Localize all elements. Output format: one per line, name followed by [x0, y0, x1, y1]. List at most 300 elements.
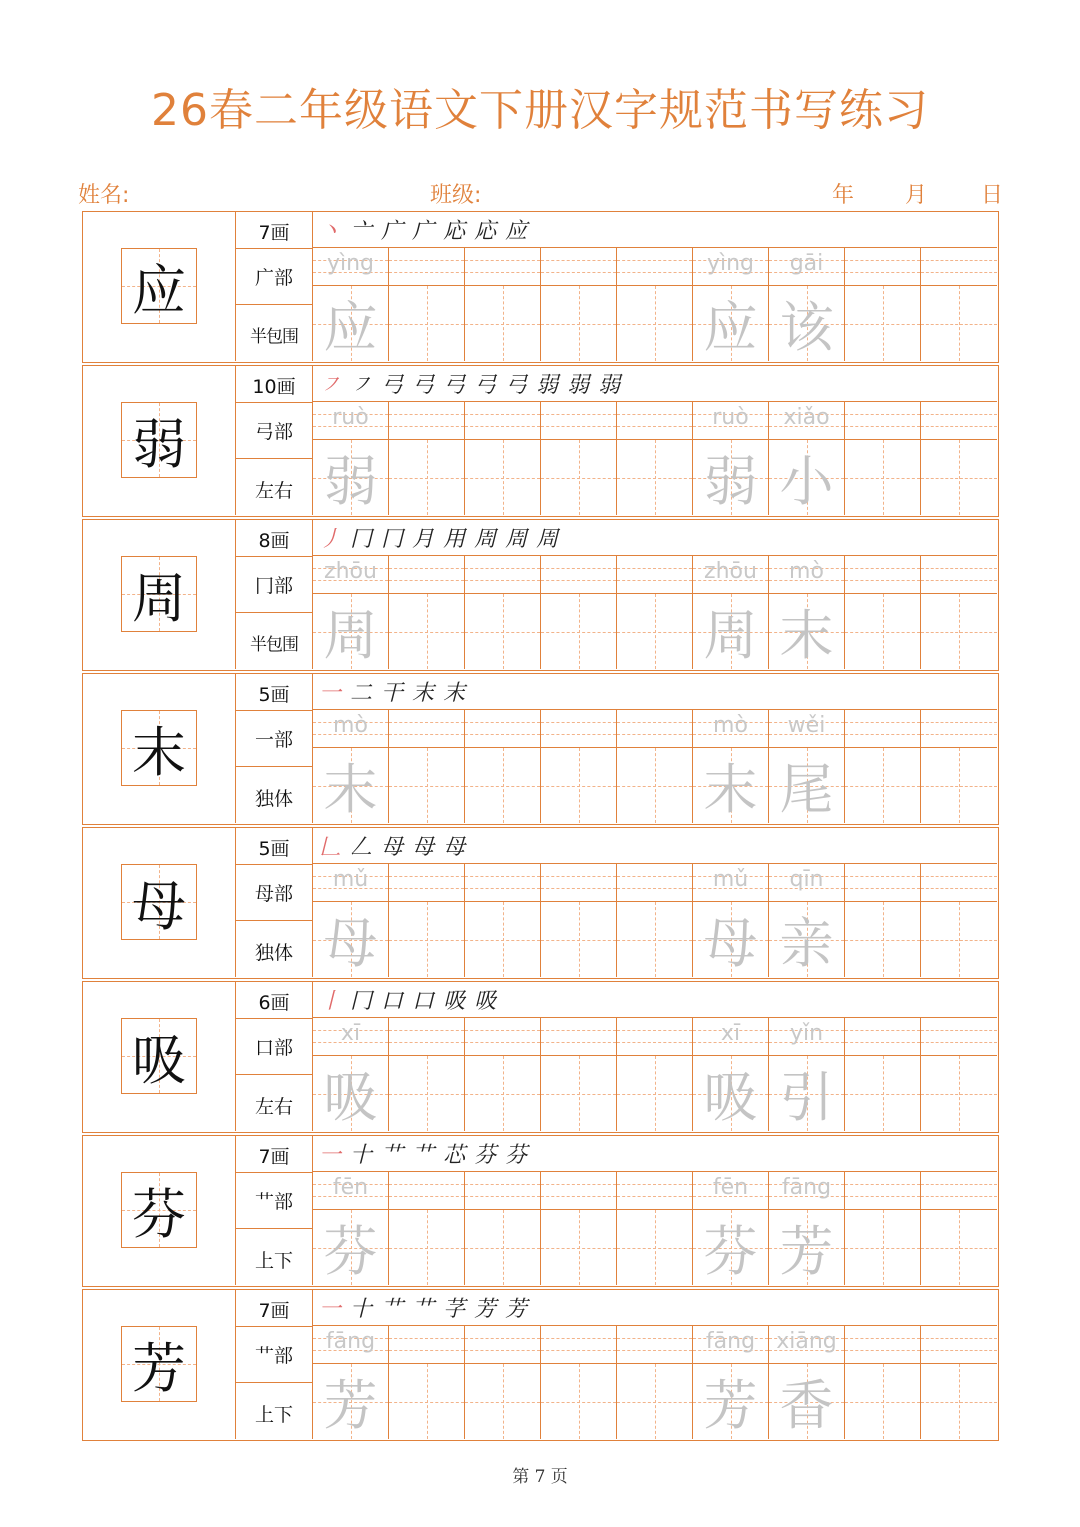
- stroke-step: 艹: [381, 1297, 404, 1322]
- pinyin-lines: [617, 710, 692, 748]
- practice-cell[interactable]: [921, 402, 997, 515]
- trace-character: [845, 748, 920, 823]
- character-info: [236, 982, 313, 1131]
- year-label: 年: [832, 183, 855, 208]
- guide-line: [617, 888, 692, 889]
- practice-cell[interactable]: [617, 1326, 693, 1439]
- tian-grid-box: [921, 748, 997, 823]
- guide-line: [845, 1196, 920, 1197]
- pinyin-lines: [921, 1326, 997, 1364]
- guide-line: [845, 568, 920, 569]
- tian-grid-box: [541, 286, 616, 361]
- trace-character: [465, 594, 540, 669]
- trace-character: 芳: [703, 1374, 758, 1437]
- stroke-step: 母: [381, 835, 404, 860]
- guide-line: [617, 1042, 692, 1043]
- trace-character: 母: [703, 912, 758, 975]
- stroke-step: 弓: [381, 373, 404, 398]
- tian-grid-box: [465, 1056, 540, 1131]
- stroke-count: 8画: [236, 524, 312, 557]
- guide-line: [465, 426, 540, 427]
- guide-line: [617, 734, 692, 735]
- stroke-step: 应: [505, 219, 528, 244]
- tian-grid-box: [313, 902, 388, 977]
- month-label: 月: [905, 183, 928, 208]
- stroke-step: 用: [443, 527, 466, 552]
- pinyin-lines: [541, 1018, 616, 1056]
- tian-grid-box: [313, 1056, 388, 1131]
- practice-cell[interactable]: [921, 710, 997, 823]
- trace-character: [389, 902, 464, 977]
- practice-cell[interactable]: [769, 864, 845, 977]
- trace-character: [921, 1364, 997, 1439]
- guide-line: [541, 1030, 616, 1031]
- stroke-step: 一: [319, 1143, 342, 1168]
- trace-character: 香: [779, 1374, 834, 1437]
- trace-character: [617, 1210, 692, 1285]
- tian-grid-box: [617, 440, 692, 515]
- guide-line: [921, 876, 997, 877]
- trace-character: 芬: [703, 1220, 758, 1283]
- practice-cell[interactable]: [541, 1018, 617, 1131]
- trace-character: [921, 1210, 997, 1285]
- trace-character: [389, 1210, 464, 1285]
- guide-line: [389, 272, 464, 273]
- tian-grid-box: [845, 594, 920, 669]
- stroke-step: 广: [381, 219, 404, 244]
- practice-cell[interactable]: [313, 1018, 389, 1131]
- trace-character: [541, 902, 616, 977]
- pinyin-text: xī: [720, 1021, 741, 1046]
- practice-cell[interactable]: [465, 864, 541, 977]
- practice-cell[interactable]: [617, 864, 693, 977]
- practice-cell[interactable]: [769, 710, 845, 823]
- trace-character: [389, 1364, 464, 1439]
- trace-character: 周: [703, 604, 758, 667]
- practice-cell[interactable]: [693, 1326, 769, 1439]
- practice-cell[interactable]: [617, 710, 693, 823]
- trace-character: 周: [323, 604, 378, 667]
- pinyin-lines: [313, 556, 388, 594]
- trace-character: [541, 748, 616, 823]
- practice-cell[interactable]: [389, 556, 465, 669]
- practice-cell[interactable]: [693, 1018, 769, 1131]
- stroke-step: 周: [474, 527, 497, 552]
- tian-grid-box: [389, 1364, 464, 1439]
- practice-cell[interactable]: [845, 864, 921, 977]
- pinyin-lines: [769, 1326, 844, 1364]
- pinyin-lines: [465, 1326, 540, 1364]
- character-info: [236, 1136, 313, 1285]
- stroke-step: 𠃋: [350, 835, 373, 860]
- guide-line: [617, 1350, 692, 1351]
- trace-character: [541, 1210, 616, 1285]
- tian-grid-box: [465, 594, 540, 669]
- guide-line: [465, 876, 540, 877]
- practice-cell[interactable]: [313, 864, 389, 977]
- tian-grid-box: [617, 594, 692, 669]
- practice-cell[interactable]: [617, 402, 693, 515]
- tian-grid-box: [845, 1210, 920, 1285]
- guide-line: [465, 414, 540, 415]
- practice-cell[interactable]: [541, 1172, 617, 1285]
- tian-grid-box: [541, 748, 616, 823]
- pinyin-lines: [845, 1172, 920, 1210]
- pinyin-lines: [313, 710, 388, 748]
- practice-cell[interactable]: [921, 1172, 997, 1285]
- stroke-step: 十: [350, 1143, 373, 1168]
- structure: 半包围: [250, 327, 298, 347]
- practice-cell[interactable]: [313, 556, 389, 669]
- practice-cell[interactable]: [921, 1326, 997, 1439]
- guide-line: [921, 1350, 997, 1351]
- pinyin-lines: [313, 248, 388, 286]
- tian-grid-box: [693, 286, 768, 361]
- pinyin-text: mǔ: [712, 867, 749, 892]
- practice-cell[interactable]: [541, 1326, 617, 1439]
- character-info: [236, 520, 313, 669]
- model-character-box: [121, 402, 197, 478]
- practice-cell[interactable]: [921, 556, 997, 669]
- guide-line: [921, 1196, 997, 1197]
- pinyin-text: xiāng: [776, 1329, 837, 1354]
- tian-grid-box: [541, 1210, 616, 1285]
- tian-grid-box: [313, 286, 388, 361]
- tian-grid-box: [769, 440, 844, 515]
- practice-grid: [313, 864, 997, 977]
- stroke-step: 弓: [474, 373, 497, 398]
- practice-cell[interactable]: [389, 1172, 465, 1285]
- practice-cell[interactable]: [541, 556, 617, 669]
- structure: 左右: [254, 1096, 293, 1118]
- stroke-step: 周: [536, 527, 559, 552]
- stroke-step: 芳: [474, 1297, 497, 1322]
- practice-cell[interactable]: [769, 1326, 845, 1439]
- guide-line: [541, 722, 616, 723]
- model-character: 吸: [132, 1028, 186, 1092]
- tian-grid-box: [465, 902, 540, 977]
- practice-cell[interactable]: [769, 1018, 845, 1131]
- stroke-step: 応: [474, 219, 497, 244]
- tian-grid-box: [921, 286, 997, 361]
- guide-line: [541, 414, 616, 415]
- practice-cell[interactable]: [693, 248, 769, 361]
- pinyin-lines: [541, 710, 616, 748]
- trace-character: [845, 1210, 920, 1285]
- model-character-cell: [83, 520, 236, 669]
- pinyin-text: zhōu: [324, 559, 377, 584]
- model-character-box: [121, 1172, 197, 1248]
- pinyin-text: yǐn: [789, 1021, 824, 1046]
- tian-grid-box: [921, 1210, 997, 1285]
- trace-character: [541, 1056, 616, 1131]
- pinyin-text: zhōu: [704, 559, 757, 584]
- pinyin-lines: [693, 1018, 768, 1056]
- pinyin-lines: [541, 1326, 616, 1364]
- tian-grid-box: [693, 1364, 768, 1439]
- practice-cell[interactable]: [693, 864, 769, 977]
- pinyin-lines: [313, 402, 388, 440]
- practice-cell[interactable]: [845, 710, 921, 823]
- pinyin-lines: [617, 1172, 692, 1210]
- guide-line: [921, 414, 997, 415]
- model-character-box: [121, 556, 197, 632]
- practice-cell[interactable]: [845, 1172, 921, 1285]
- practice-cell[interactable]: [693, 402, 769, 515]
- practice-cell[interactable]: [617, 1172, 693, 1285]
- radical: 母部: [236, 864, 312, 921]
- model-character-cell: [83, 674, 236, 823]
- radical: 艹部: [236, 1326, 312, 1383]
- trace-character: [465, 1364, 540, 1439]
- practice-cell[interactable]: [921, 1018, 997, 1131]
- practice-cell[interactable]: [465, 1018, 541, 1131]
- trace-character: [845, 594, 920, 669]
- tian-grid-box: [313, 440, 388, 515]
- pinyin-lines: [389, 248, 464, 286]
- guide-line: [617, 414, 692, 415]
- guide-line: [845, 734, 920, 735]
- practice-cell[interactable]: [389, 402, 465, 515]
- practice-cell[interactable]: [845, 1326, 921, 1439]
- guide-line: [541, 1338, 616, 1339]
- guide-line: [389, 1196, 464, 1197]
- tian-grid-box: [845, 440, 920, 515]
- practice-cell[interactable]: [921, 864, 997, 977]
- practice-cell[interactable]: [693, 1172, 769, 1285]
- trace-character: 引: [779, 1066, 834, 1129]
- tian-grid-box: [769, 286, 844, 361]
- tian-grid-box: [921, 1364, 997, 1439]
- practice-cell[interactable]: [313, 710, 389, 823]
- tian-grid-box: [693, 440, 768, 515]
- guide-line: [389, 876, 464, 877]
- stroke-step: ㇇: [319, 373, 342, 398]
- guide-line: [845, 580, 920, 581]
- character-info: [236, 674, 313, 823]
- tian-grid-box: [541, 440, 616, 515]
- trace-character: 末: [323, 758, 378, 821]
- practice-cell[interactable]: [769, 402, 845, 515]
- trace-character: [465, 1056, 540, 1131]
- pinyin-lines: [693, 402, 768, 440]
- practice-cell[interactable]: [845, 248, 921, 361]
- guide-line: [921, 888, 997, 889]
- guide-line: [617, 568, 692, 569]
- practice-cell[interactable]: [389, 710, 465, 823]
- practice-cell[interactable]: [313, 1326, 389, 1439]
- practice-grid: [313, 556, 997, 669]
- practice-cell[interactable]: [313, 402, 389, 515]
- stroke-count: 7画: [236, 1294, 312, 1327]
- practice-cell[interactable]: [693, 556, 769, 669]
- model-character-cell: [83, 366, 236, 515]
- guide-line: [389, 722, 464, 723]
- practice-cell[interactable]: [313, 1172, 389, 1285]
- pinyin-lines: [845, 1018, 920, 1056]
- model-character-box: [121, 1018, 197, 1094]
- pinyin-lines: [389, 402, 464, 440]
- guide-line: [541, 1350, 616, 1351]
- guide-line: [845, 1042, 920, 1043]
- practice-cell[interactable]: [313, 248, 389, 361]
- practice-cell[interactable]: [389, 248, 465, 361]
- guide-line: [845, 888, 920, 889]
- tian-grid-box: [313, 748, 388, 823]
- guide-line: [617, 580, 692, 581]
- guide-line: [845, 260, 920, 261]
- tian-grid-box: [465, 1210, 540, 1285]
- pinyin-text: gāi: [789, 251, 824, 276]
- pinyin-lines: [921, 402, 997, 440]
- trace-character: 末: [703, 758, 758, 821]
- stroke-step: 母: [412, 835, 435, 860]
- practice-cell[interactable]: [921, 248, 997, 361]
- tian-grid-box: [389, 1210, 464, 1285]
- pinyin-lines: [845, 402, 920, 440]
- character-info: [236, 1290, 313, 1439]
- model-character: 应: [132, 258, 186, 322]
- pinyin-lines: [389, 556, 464, 594]
- practice-cell[interactable]: [541, 402, 617, 515]
- guide-line: [465, 260, 540, 261]
- pinyin-lines: [465, 1018, 540, 1056]
- trace-character: [921, 902, 997, 977]
- trace-character: [389, 594, 464, 669]
- guide-line: [617, 272, 692, 273]
- practice-cell[interactable]: [389, 1018, 465, 1131]
- guide-line: [845, 1350, 920, 1351]
- trace-character: [921, 440, 997, 515]
- practice-cell[interactable]: [541, 710, 617, 823]
- guide-line: [389, 1338, 464, 1339]
- tian-grid-box: [845, 286, 920, 361]
- pinyin-lines: [313, 1018, 388, 1056]
- character-row: [82, 981, 999, 1133]
- guide-line: [389, 1042, 464, 1043]
- trace-character: [541, 286, 616, 361]
- guide-line: [921, 1030, 997, 1031]
- practice-grid: [313, 1326, 997, 1439]
- stroke-step: 艹: [412, 1297, 435, 1322]
- stroke-step: 𠃊: [319, 835, 342, 860]
- model-character-box: [121, 1326, 197, 1402]
- practice-grid: [313, 710, 997, 823]
- structure: 上下: [254, 1404, 293, 1426]
- model-character-box: [121, 248, 197, 324]
- tian-grid-box: [617, 1210, 692, 1285]
- stroke-order: [313, 982, 997, 1018]
- name-label: 姓名:: [78, 183, 130, 208]
- practice-cell[interactable]: [845, 556, 921, 669]
- trace-character: [921, 286, 997, 361]
- guide-line: [389, 888, 464, 889]
- guide-line: [465, 568, 540, 569]
- tian-grid-box: [693, 1210, 768, 1285]
- tian-grid-box: [389, 440, 464, 515]
- practice-cell[interactable]: [845, 1018, 921, 1131]
- practice-cell[interactable]: [541, 864, 617, 977]
- tian-grid-box: [465, 748, 540, 823]
- guide-line: [541, 260, 616, 261]
- practice-cell[interactable]: [769, 248, 845, 361]
- pinyin-lines: [541, 864, 616, 902]
- stroke-step: 月: [412, 527, 435, 552]
- guide-line: [921, 1184, 997, 1185]
- practice-cell[interactable]: [465, 556, 541, 669]
- structure: 上下: [254, 1250, 293, 1272]
- pinyin-lines: [617, 248, 692, 286]
- stroke-step: 弱: [536, 373, 559, 398]
- stroke-step: 艹: [412, 1143, 435, 1168]
- pinyin-lines: [693, 1172, 768, 1210]
- character-row: [82, 1289, 999, 1441]
- trace-character: [617, 1364, 692, 1439]
- practice-cell[interactable]: [465, 1326, 541, 1439]
- trace-character: [617, 286, 692, 361]
- guide-line: [541, 426, 616, 427]
- guide-line: [541, 734, 616, 735]
- practice-cell[interactable]: [389, 864, 465, 977]
- pinyin-lines: [617, 864, 692, 902]
- guide-line: [541, 580, 616, 581]
- tian-grid-box: [313, 1364, 388, 1439]
- trace-character: [465, 440, 540, 515]
- practice-cell[interactable]: [693, 710, 769, 823]
- practice-cell[interactable]: [845, 402, 921, 515]
- guide-line: [465, 1196, 540, 1197]
- practice-cell[interactable]: [541, 248, 617, 361]
- practice-cell[interactable]: [617, 248, 693, 361]
- radical: 弓部: [236, 402, 312, 459]
- practice-cell[interactable]: [465, 1172, 541, 1285]
- trace-character: 尾: [779, 758, 834, 821]
- practice-sheet: [82, 211, 999, 1443]
- pinyin-lines: [617, 1326, 692, 1364]
- practice-cell[interactable]: [769, 1172, 845, 1285]
- tian-grid-box: [617, 902, 692, 977]
- trace-character: [617, 748, 692, 823]
- guide-line: [465, 1338, 540, 1339]
- stroke-count: 6画: [236, 986, 312, 1019]
- trace-character: 小: [779, 450, 834, 513]
- trace-character: [921, 748, 997, 823]
- pinyin-text: mò: [713, 713, 748, 738]
- guide-line: [465, 1184, 540, 1185]
- stroke-step: 一: [319, 1297, 342, 1322]
- stroke-step: 口: [412, 989, 435, 1014]
- stroke-step: 一: [319, 681, 342, 706]
- practice-cell[interactable]: [389, 1326, 465, 1439]
- model-character: 弱: [132, 412, 186, 476]
- practice-cell[interactable]: [617, 1018, 693, 1131]
- practice-cell[interactable]: [769, 556, 845, 669]
- tian-grid-box: [769, 1210, 844, 1285]
- practice-cell[interactable]: [465, 710, 541, 823]
- practice-cell[interactable]: [465, 248, 541, 361]
- tian-grid-box: [541, 594, 616, 669]
- guide-line: [541, 888, 616, 889]
- pinyin-lines: [389, 1018, 464, 1056]
- pinyin-text: xiǎo: [783, 405, 830, 430]
- practice-cell[interactable]: [617, 556, 693, 669]
- pinyin-text: qīn: [789, 867, 824, 892]
- guide-line: [845, 722, 920, 723]
- practice-cell[interactable]: [465, 402, 541, 515]
- guide-line: [921, 272, 997, 273]
- tian-grid-box: [845, 1056, 920, 1131]
- trace-character: 应: [323, 296, 378, 359]
